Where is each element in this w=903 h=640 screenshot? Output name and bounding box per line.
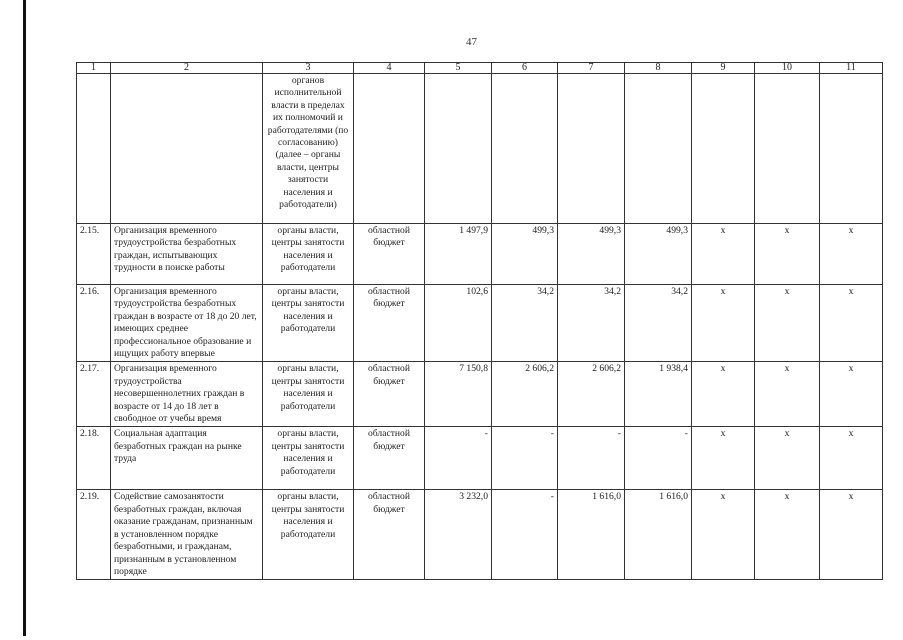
value-col6: 34,2	[492, 285, 558, 362]
program-table	[76, 62, 883, 580]
value-col9: х	[692, 224, 755, 285]
value-col9: х	[692, 490, 755, 580]
value-col7: 2 606,2	[558, 362, 625, 427]
executor-cell: органы власти, центры занятости населения и работодатели	[263, 224, 354, 285]
funding-source: областной бюджет	[354, 427, 425, 490]
table-row	[77, 224, 883, 285]
value-col8: 1 616,0	[625, 490, 692, 580]
column-number: 3	[263, 63, 354, 74]
value-col8: 1 938,4	[625, 362, 692, 427]
column-numbers-row	[77, 63, 883, 74]
value-col7: 1 616,0	[558, 490, 625, 580]
page-number: 47	[466, 36, 477, 48]
measure-name: Содействие самозанятости безработных граждан, включая оказание гражданам, признанным в установленном порядке безработными, и гражданам, признанным в установленном порядке	[111, 490, 263, 580]
value-col11: х	[820, 224, 883, 285]
value-col11: х	[820, 362, 883, 427]
value-col10: х	[755, 362, 820, 427]
column-number: 1	[77, 63, 111, 74]
executor-cell: органы власти, центры занятости населения и работодатели	[263, 362, 354, 427]
column-number: 2	[111, 63, 263, 74]
column-number: 8	[625, 63, 692, 74]
value-col8: -	[625, 427, 692, 490]
value-col9: х	[692, 362, 755, 427]
column-number: 6	[492, 63, 558, 74]
value-col11: х	[820, 285, 883, 362]
scan-edge-bar	[23, 0, 26, 636]
value-col9: х	[692, 285, 755, 362]
value-col11: х	[820, 490, 883, 580]
value-col8: 34,2	[625, 285, 692, 362]
value-col11: х	[820, 427, 883, 490]
measure-name: Организация временного трудоустройства несовершеннолетних граждан в возрасте от 14 до 18 лет в свободное от учебы время	[111, 362, 263, 427]
value-col7: 499,3	[558, 224, 625, 285]
executor-cell: органы власти, центры занятости населения и работодатели	[263, 490, 354, 580]
value-col6: 2 606,2	[492, 362, 558, 427]
column-number: 11	[820, 63, 883, 74]
table-row	[77, 427, 883, 490]
measure-name: Организация временного трудоустройства безработных граждан, испытывающих трудности в поиске работы	[111, 224, 263, 285]
measure-name: Организация временного трудоустройства безработных граждан в возрасте от 18 до 20 лет, имеющих среднее профессиональное образование и ищущих работу впервые	[111, 285, 263, 362]
row-number: 2.17.	[77, 362, 111, 427]
value-col10: х	[755, 427, 820, 490]
funding-source: областной бюджет	[354, 224, 425, 285]
value-col6: -	[492, 490, 558, 580]
column-number: 9	[692, 63, 755, 74]
row-number: 2.16.	[77, 285, 111, 362]
value-total: 1 497,9	[425, 224, 492, 285]
value-col9: х	[692, 427, 755, 490]
value-col6: -	[492, 427, 558, 490]
funding-source: областной бюджет	[354, 362, 425, 427]
column-number: 7	[558, 63, 625, 74]
column-number: 4	[354, 63, 425, 74]
value-total: 3 232,0	[425, 490, 492, 580]
funding-source: областной бюджет	[354, 490, 425, 580]
table-row	[77, 285, 883, 362]
funding-source: областной бюджет	[354, 285, 425, 362]
measure-name: Социальная адаптация безработных граждан на рынке труда	[111, 427, 263, 490]
table-row	[77, 362, 883, 427]
value-col6: 499,3	[492, 224, 558, 285]
value-col10: х	[755, 285, 820, 362]
executor-cell: органы власти, центры занятости населения и работодатели	[263, 427, 354, 490]
table-row-continuation	[77, 74, 883, 224]
executor-cell: органов исполнительной власти в пределах их полномочий и работодателями (по согласованию) (далее – органы власти, центры занятости населения и работодатели)	[263, 74, 354, 224]
executor-cell: органы власти, центры занятости населения и работодатели	[263, 285, 354, 362]
row-number: 2.15.	[77, 224, 111, 285]
column-number: 5	[425, 63, 492, 74]
value-col7: 34,2	[558, 285, 625, 362]
value-total: 7 150,8	[425, 362, 492, 427]
value-col10: х	[755, 224, 820, 285]
value-col8: 499,3	[625, 224, 692, 285]
column-number: 10	[755, 63, 820, 74]
row-number: 2.18.	[77, 427, 111, 490]
value-total: 102,6	[425, 285, 492, 362]
row-number: 2.19.	[77, 490, 111, 580]
table-row	[77, 490, 883, 580]
value-col7: -	[558, 427, 625, 490]
value-col10: х	[755, 490, 820, 580]
value-total: -	[425, 427, 492, 490]
